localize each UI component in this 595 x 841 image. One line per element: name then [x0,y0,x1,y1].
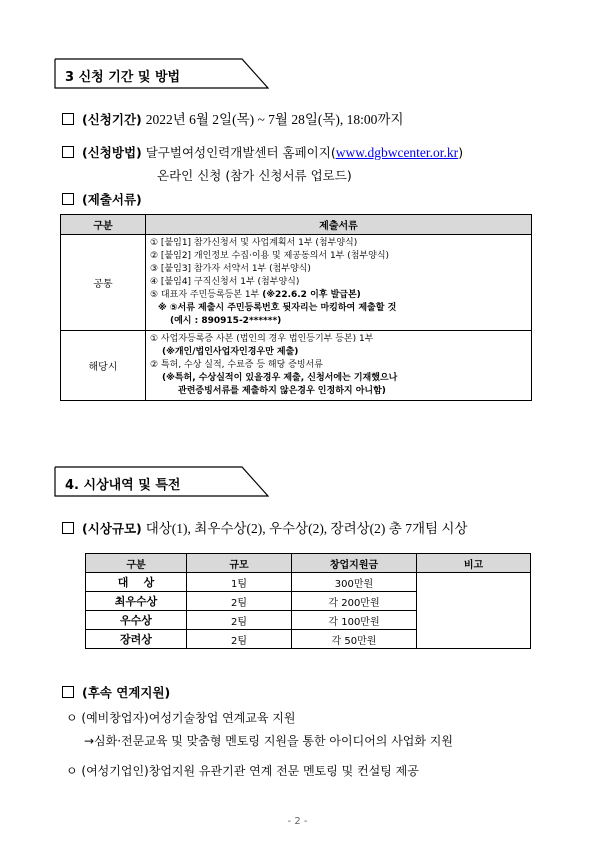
section3-header [54,58,269,89]
scale-value: 대상(1), 최우수상(2), 우수상(2), 장려상(2) 총 7개팀 시상 [145,521,468,536]
table-header-cell: 비고 [417,554,531,573]
checkbox-icon [62,146,74,158]
method-value-prefix: 달구벌여성인력개발센터 홈페이지( [145,145,336,160]
doc-note: ※ ⑤서류 제출시 주민등록번호 뒷자리는 마킹하여 제출할 것 [158,303,397,313]
doc-item-note: (※22.6.2 이후 발급본) [262,290,361,300]
award-table [85,553,531,649]
table-header-cell: 구분 [61,215,146,235]
table-header-cell: 구분 [86,554,187,573]
award-name: 최우수상 [86,592,187,611]
period-line [62,108,404,128]
scale-line [62,517,468,537]
table-row [86,573,531,592]
items-cell [146,235,532,331]
doc-note: 관련증빙서류를 제출하지 않은경우 인정하지 아니함) [178,386,386,396]
follow-bullet-1: ㅇ (예비창업자)여성기술창업 연계교육 지원 [66,711,296,725]
award-size: 2팀 [187,592,292,611]
doc-item: ① 사업자등록증 사본 (법인의 경우 법인등기부 등본) 1부 [150,334,374,344]
category-cell: 공통 [61,235,146,331]
page-number: - 2 - [287,816,308,827]
docs-line [62,190,142,208]
table-row [61,331,532,401]
period-label: (신청기간) [82,112,142,127]
doc-item: ④ [붙임4] 구직신청서 1부 (첨부양식) [150,277,300,287]
doc-item [150,289,527,302]
award-size: 2팀 [187,611,292,630]
doc-item: ③ [붙임3] 참가자 서약서 1부 (첨부양식) [150,264,311,274]
category-cell: 해당시 [61,331,146,401]
award-amount: 각 50만원 [292,630,417,649]
method-value-suffix: ) [458,145,464,160]
table-header-cell: 창업지원금 [292,554,417,573]
method-label: (신청방법) [82,145,142,160]
table-header-cell: 제출서류 [146,215,532,235]
checkbox-icon [62,193,74,205]
award-size: 2팀 [187,630,292,649]
follow-line [62,683,170,701]
checkbox-icon [62,113,74,125]
follow-bullet-1-sub: →심화·전문교육 및 맞춤형 멘토링 지원을 통한 아이디어의 사업화 지원 [84,734,453,748]
follow-bullet-2: ㅇ (여성기업인)창업지원 유관기관 연계 전문 멘토링 및 컨설팅 제공 [66,764,419,778]
award-amount: 각 200만원 [292,592,417,611]
documents-table [60,214,532,401]
follow-label: (후속 연계지원) [82,685,171,700]
doc-item: ② [붙임2] 개인정보 수집·이용 및 제공동의서 1부 (첨부양식) [150,251,390,261]
method-line2: 온라인 신청 (참가 신청서류 업로드) [157,168,352,183]
period-value: 2022년 6월 2일(목) ~ 7월 28일(목), 18:00까지 [145,112,404,127]
items-cell [146,331,532,401]
section4-title: 4. 시상내역 및 특전 [65,478,181,493]
scale-label: (시상규모) [82,521,142,536]
doc-item: ② 특허, 수상 실적, 수료증 등 해당 증빙서류 [150,360,323,370]
doc-note: (※특허, 수상실적이 있을경우 제출, 신청서에는 기재했으나 [162,373,398,383]
award-amount: 각 100만원 [292,611,417,630]
website-link[interactable]: www.dgbwcenter.or.kr [335,145,459,160]
remarks-cell [417,573,531,649]
doc-item-text: ⑤ 대표자 주민등록등본 1부 [150,290,263,300]
section3-title: 3 신청 기간 및 방법 [65,70,181,85]
doc-note: (※개인/법인사업자인경우만 제출) [162,347,299,357]
checkbox-icon [62,686,74,698]
table-row [61,235,532,331]
award-name: 장려상 [86,630,187,649]
doc-note: (예시 : 890915-2******) [170,316,282,326]
docs-label: (제출서류) [82,192,142,207]
award-name: 대 상 [86,573,187,592]
doc-item: ① [붙임1] 참가신청서 및 사업계획서 1부 (첨부양식) [150,238,358,248]
award-amount: 300만원 [292,573,417,592]
table-header-row [86,554,531,573]
section4-header [54,466,269,497]
award-name: 우수상 [86,611,187,630]
method-line [62,143,463,161]
table-header-row [61,215,532,235]
checkbox-icon [62,522,74,534]
award-size: 1팀 [187,573,292,592]
table-header-cell: 규모 [187,554,292,573]
